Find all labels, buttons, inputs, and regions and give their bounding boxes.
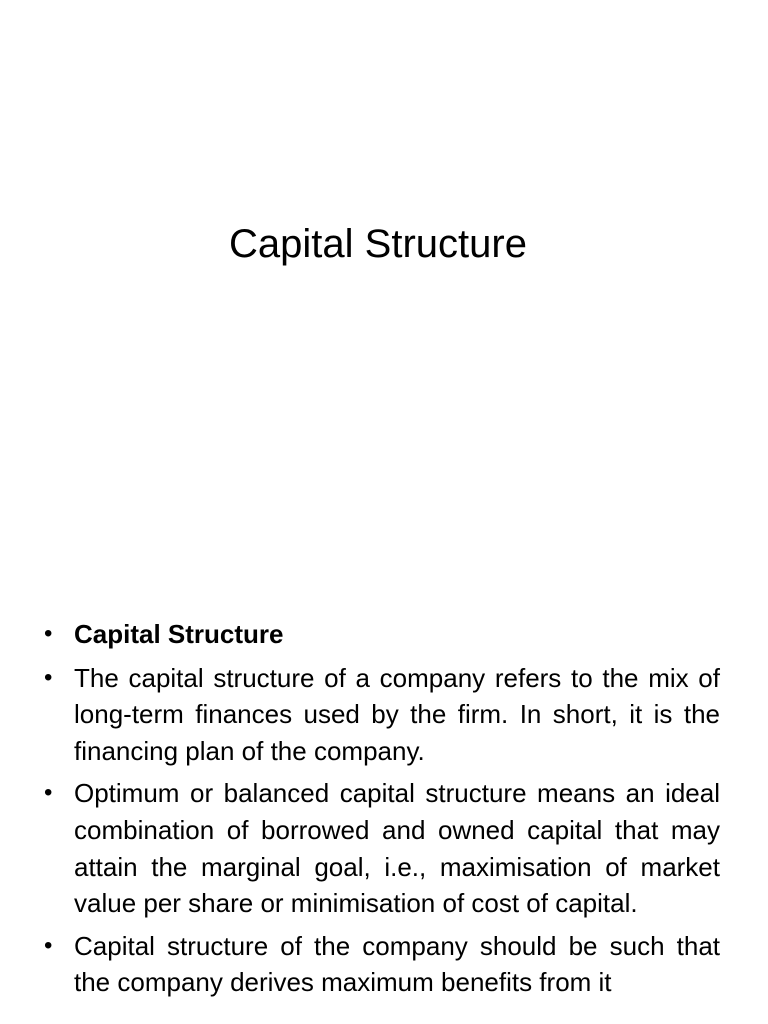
bullet-optimum-text: Optimum or balanced capital structure means an ideal combination of borrowed and owned capital that may attain the marginal goal, i.e., maximisation of market value per share or minimisation of cost of capital. bbox=[74, 778, 720, 919]
bullet-icon: • bbox=[44, 663, 53, 691]
bullet-list bbox=[44, 616, 720, 1007]
bullet-icon: • bbox=[44, 779, 53, 807]
bullet-heading-text: Capital Structure bbox=[74, 619, 284, 649]
bullet-definition-text: The capital structure of a company refers to the mix of long-term finances used by the firm. In short, it is the financing plan of the company. bbox=[74, 662, 720, 766]
slide-title: Capital Structure bbox=[229, 222, 527, 266]
bullet-item-heading bbox=[44, 616, 720, 653]
bullet-icon: • bbox=[44, 620, 53, 647]
bullet-item-optimum bbox=[44, 775, 720, 921]
bullet-icon: • bbox=[44, 931, 53, 959]
bullet-benefits-text: Capital structure of the company should be such that the company derives maximum benefits from it bbox=[74, 930, 720, 998]
bullet-item-benefits bbox=[44, 928, 720, 1001]
bullet-item-definition bbox=[44, 660, 720, 770]
